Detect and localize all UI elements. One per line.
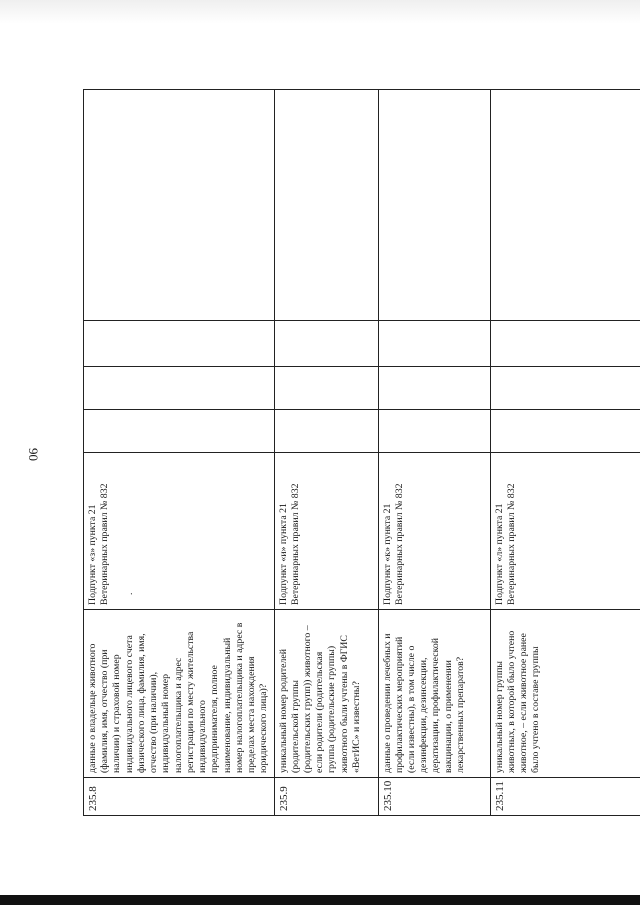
legal-reference-cell [490,453,640,610]
notes-cell [490,90,640,321]
question-line: профилактических мероприятий [393,636,405,773]
page-number: 90 [26,448,41,461]
row-number-cell: 235.10 [378,778,490,816]
question-line: наименование, индивидуальный [221,637,233,773]
reference-line: Ветеринарных правил № 832 [505,483,517,605]
row-number-cell: 235.8 [84,778,275,816]
reference-line: Ветеринарных правил № 832 [393,483,405,605]
stray-mark: . [123,592,135,595]
question-line: номер налогоплательщика и адрес в [233,622,245,773]
question-line: (фамилия, имя, отчество (при [99,649,111,773]
question-line: (родительской группы [289,680,301,773]
question-line: физического лица, фамилия, имя, [135,633,147,773]
question-line: «ВетИС» и известны? [350,681,362,773]
notes-cell [274,90,378,321]
question-line: индивидуальный номер [160,673,172,773]
answer-no-cell [84,367,275,410]
table-row [490,90,640,816]
question-line: налогоплательщика и адрес [172,657,184,773]
question-line: индивидуального лицевого счета [123,635,135,773]
question-line: уникальный номер родителей [277,648,289,773]
table-row [378,90,490,816]
notes-cell [84,90,275,321]
answer-na-cell [274,321,378,367]
question-line: было учтено в составе группы [530,646,542,773]
reference-line: Ветеринарных правил № 832 [99,483,111,605]
question-line: дезинфекции, дезинсекции, [418,657,430,773]
rotated-table-wrapper [83,90,628,816]
question-line: данные о владельце животного [87,643,98,773]
row-number-cell: 235.11 [490,778,640,816]
answer-yes-cell [490,410,640,453]
question-line: если родители (родительская [314,651,326,773]
notes-cell [378,90,490,321]
question-line: группа (родительские группы) [326,645,338,773]
scan-top-edge [0,0,640,24]
question-cell [84,610,275,778]
question-line: индивидуального [197,700,209,773]
question-line: животного были учтены в ФГИС [338,635,350,773]
answer-na-cell [378,321,490,367]
scan-bottom-edge [0,895,640,905]
question-line: предпринимателя, полное [209,665,221,773]
question-line: животное, – если животное ранее [517,633,529,773]
question-line: юридического лица)? [258,683,270,773]
legal-reference-cell [378,453,490,610]
legal-reference-cell [274,453,378,610]
reference-line: Ветеринарных правил № 832 [289,483,301,605]
question-line: отчество (при наличии), [148,671,160,773]
row-number-cell: 235.9 [274,778,378,816]
question-line: дератизации, профилактической [430,638,442,773]
question-line: лекарственных препаратов? [454,656,466,773]
question-line: наличии) и страховой номер [111,654,123,773]
reference-line: Подпункт «з» пункта 21 [87,504,98,605]
requirements-table [83,89,640,816]
question-cell [274,610,378,778]
question-line: пределах места нахождения [246,656,258,773]
question-line: вакцинации, о применении [442,660,454,773]
answer-yes-cell [84,410,275,453]
answer-no-cell [378,367,490,410]
reference-line: Подпункт «и» пункта 21 [277,503,289,605]
answer-no-cell [274,367,378,410]
reference-line: Подпункт «к» пункта 21 [381,503,393,605]
answer-yes-cell [274,410,378,453]
answer-na-cell [84,321,275,367]
table-row [274,90,378,816]
question-cell [378,610,490,778]
question-line: уникальный номер группы [493,661,505,773]
question-line: регистрации по месту жительства [184,631,196,773]
answer-na-cell [490,321,640,367]
answer-no-cell [490,367,640,410]
question-cell [490,610,640,778]
reference-line: Подпункт «л» пункта 21 [493,503,505,605]
legal-reference-cell [84,453,275,610]
question-line: (если известны), в том числе о [405,645,417,773]
table-row [84,90,275,816]
answer-yes-cell [378,410,490,453]
question-line: (родительских групп)) животного – [301,625,313,773]
question-line: животных, в которой было учтено [505,630,517,773]
question-line: данные о проведении лечебных и [381,633,393,773]
